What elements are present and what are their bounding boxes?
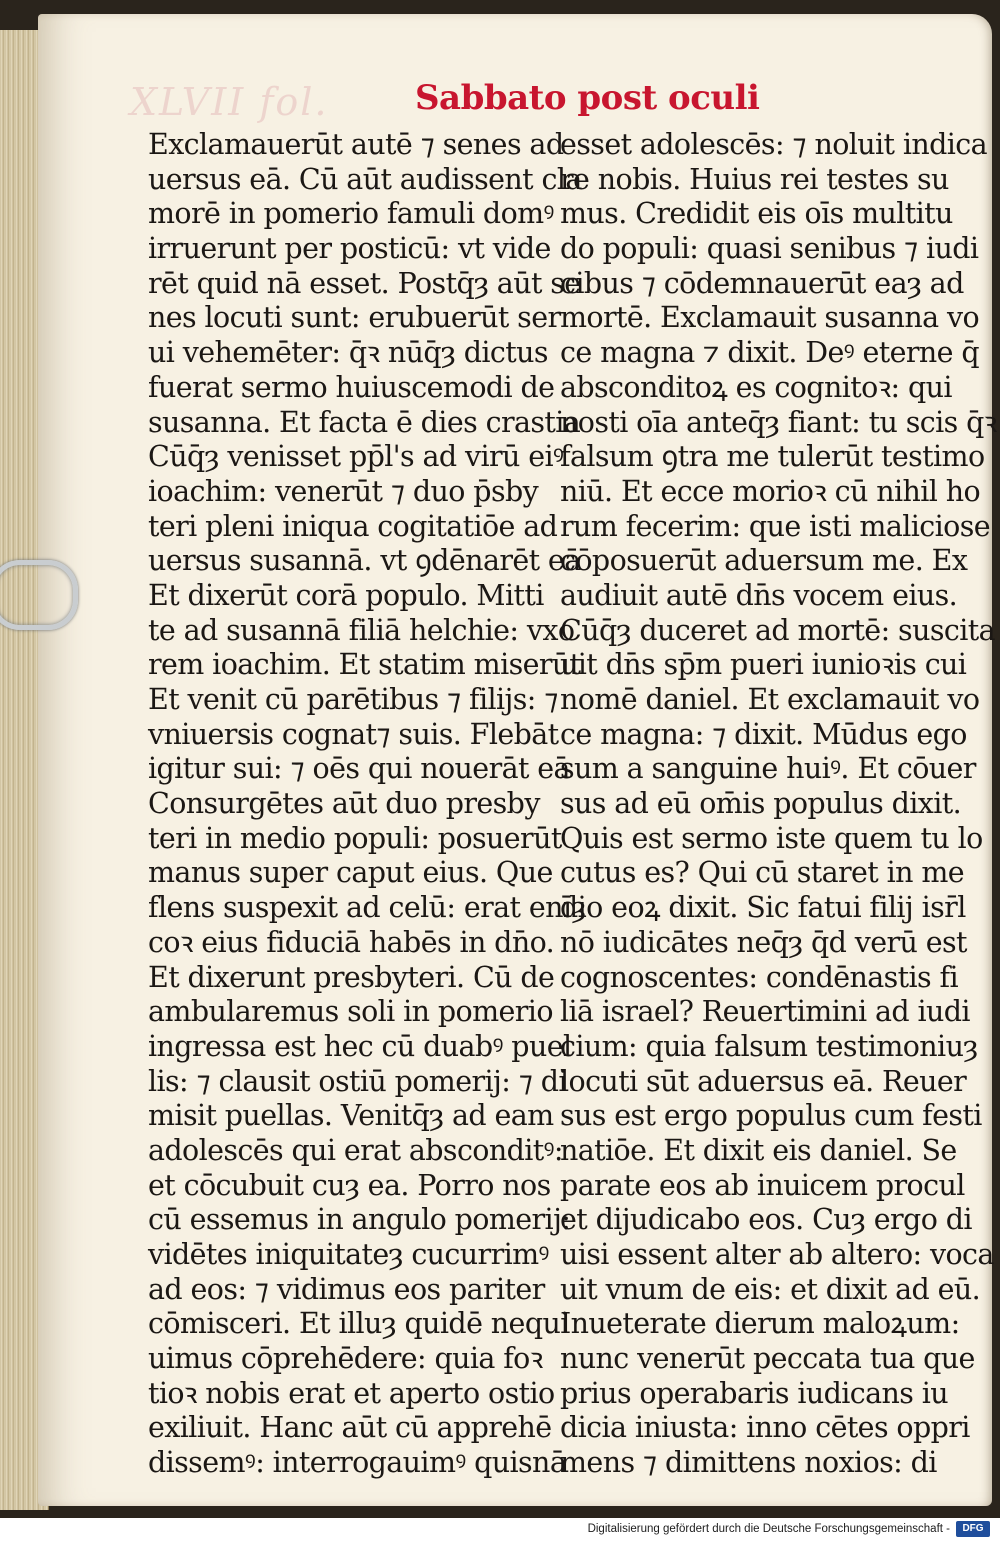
text-line: te ad susannā filiā helchie: vxo	[148, 613, 575, 647]
text-line: ce magna: ⁊ dixit. Mūdus ego	[560, 717, 967, 751]
text-line: Consurgētes aūt duo presby	[148, 787, 540, 821]
text-line: niū. Et ecce morioꝛ cū nihil ho	[560, 474, 981, 508]
text-line: natiōe. Et dixit eis daniel. Se	[560, 1133, 957, 1167]
text-line: ui vehemēter: q̄ꝛ nūq̄ȝ dictus	[148, 336, 548, 370]
text-line: prius operabaris iudicans iu	[560, 1376, 949, 1410]
text-line: falsum ꝯtra me tulerūt testimo	[560, 440, 985, 474]
text-line: misit puellas. Venitq̄ȝ ad eam	[148, 1099, 554, 1133]
text-line: sus ad eū om̄is populus dixit.	[560, 787, 962, 821]
text-line: nes locuti sunt: erubuerūt ser	[148, 301, 561, 335]
text-line: absconditoꝝ es cognitoꝛ: qui	[560, 370, 952, 404]
text-line: coꝛ eius fiduciā habēs in dn̄o.	[148, 925, 555, 959]
text-line: vniuersis cognat⁊ suis. Flebāt	[148, 717, 559, 751]
text-line: adolescēs qui erat absconditꝰ:	[148, 1133, 563, 1167]
text-line: morē in pomerio famuli domꝰ	[148, 197, 554, 231]
text-line: ambularemus soli in pomerio	[148, 995, 553, 1029]
text-line: mens ⁊ dimittens noxios: di	[560, 1446, 937, 1480]
text-line: et cōcubuit cuȝ ea. Porro nos	[148, 1168, 551, 1202]
text-line: nō iudicātes neq̄ȝ q̄d verū est	[560, 925, 967, 959]
text-line: cutus es? Qui cū staret in me	[560, 856, 965, 890]
text-line: Et dixerūt corā populo. Mitti	[148, 578, 544, 612]
text-line: Cūq̄ȝ duceret ad mortē: suscita	[560, 613, 995, 647]
text-line: susanna. Et facta ē dies crastia	[148, 405, 581, 439]
text-line: cium: quia falsum testimoniuȝ	[560, 1029, 978, 1063]
text-line: ingressa est hec cū duabꝰ puel	[148, 1029, 572, 1063]
text-line: rum fecerim: que isti maliciose	[560, 509, 990, 543]
text-line: cognoscentes: condēnastis fi	[560, 960, 958, 994]
text-line: dio eoꝝ dixit. Sic fatui filij isr̄l	[560, 891, 966, 925]
text-line: cōposuerūt aduersum me. Ex	[560, 544, 968, 578]
text-line: ce magna ⁊ dixit. Deꝰ eterne q̄	[560, 336, 980, 370]
text-line: sum a sanguine huiꝰ. Et cōuer	[560, 752, 976, 786]
footer-credit: Digitalisierung gefördert durch die Deutsche Forschungsgemeinschaft -	[587, 1523, 950, 1535]
text-line: sus est ergo populus cum festi	[560, 1099, 982, 1133]
text-line: nunc venerūt peccata tua que	[560, 1342, 975, 1376]
text-line: ioachim: venerūt ⁊ duo p̄sby	[148, 474, 539, 508]
running-head: Sabbato post oculi	[415, 78, 760, 118]
text-line: esset adolescēs: ⁊ noluit indica	[560, 128, 988, 161]
text-line: nosti oīa anteq̄ȝ fiant: tu scis q̄ꝛ	[560, 405, 997, 439]
text-line: vidētes iniquitateȝ cucurrimꝰ	[148, 1238, 549, 1271]
text-line: locuti sūt aduersus eā. Reuer	[560, 1064, 967, 1098]
text-line: nomē daniel. Et exclamauit vo	[560, 683, 980, 716]
text-line: rem ioachim. Et statim miserūt	[148, 648, 581, 682]
text-line: cibus ⁊ cōdemnauerūt eaȝ ad	[560, 266, 964, 300]
text-line: exiliuit. Hanc aūt cū apprehē	[148, 1411, 552, 1445]
text-line: uimus cōprehēdere: quia foꝛ	[148, 1342, 543, 1376]
text-line: parate eos ab inuicem procul	[560, 1168, 965, 1202]
paper-clip	[0, 560, 78, 630]
text-line: et dijudicabo eos. Cuȝ ergo di	[560, 1203, 972, 1237]
text-line: liā israel? Reuertimini ad iudi	[560, 995, 970, 1029]
text-line: cū essemus in angulo pomerij:	[148, 1203, 571, 1237]
text-line: do populi: quasi senibus ⁊ iudi	[560, 232, 979, 266]
text-line: Exclamauerūt autē ⁊ senes ad	[148, 128, 564, 161]
text-line: flens suspexit ad celū: erat enīȝ	[148, 891, 586, 925]
text-line: uit vnum de eis: et dixit ad eū.	[560, 1272, 981, 1306]
text-line: dissemꝰ: interrogauimꝰ quisnā	[148, 1446, 567, 1480]
text-line: Et dixerunt presbyteri. Cū de	[148, 960, 555, 994]
text-line: tioꝛ nobis erat et aperto ostio	[148, 1376, 555, 1410]
text-line: re nobis. Huius rei testes su	[560, 162, 949, 196]
bleed-through-header: XLVII fol.	[130, 80, 329, 124]
text-line: mus. Credidit eis oīs multitu	[560, 197, 953, 231]
text-line: Quis est sermo iste quem tu lo	[560, 821, 983, 855]
text-line: dicia iniusta: inno cētes oppri	[560, 1411, 970, 1445]
text-line: fuerat sermo huiuscemodi de	[148, 370, 555, 404]
text-line: uisi essent alter ab altero: voca	[560, 1238, 994, 1271]
text-line: teri pleni iniqua cogitatiōe ad	[148, 509, 558, 543]
text-line: teri in medio populi: posuerūt	[148, 821, 562, 855]
text-line: rēt quid nā esset. Postq̄ȝ aūt se	[148, 266, 581, 300]
text-line: irruerunt per posticū: vt vide	[148, 232, 551, 266]
dfg-logo: DFG	[956, 1521, 990, 1537]
text-line: lis: ⁊ clausit ostiū pomerij: ⁊ di	[148, 1064, 567, 1098]
text-line: igitur sui: ⁊ oēs qui nouerāt eā	[148, 752, 570, 786]
text-line: ad eos: ⁊ vidimus eos pariter	[148, 1272, 545, 1306]
text-line: mortē. Exclamauit susanna vo	[560, 301, 980, 335]
text-line: uersus eā. Cū aūt audissent cla	[148, 162, 582, 196]
text-column-right	[560, 128, 997, 1481]
text-line: Inueterate dierum maloꝝum:	[560, 1307, 960, 1341]
text-line: manus super caput eius. Que	[148, 856, 553, 890]
text-line: Cūq̄ȝ venisset pp̄l's ad virū eiꝰ	[148, 440, 564, 474]
text-line: uersus susannā. vt ꝯdēnarēt eā	[148, 544, 581, 578]
text-column-left	[148, 128, 586, 1481]
text-line: uit dn̄s sp̄m pueri iunioꝛis cui	[560, 648, 967, 682]
text-line: Et venit cū parētibus ⁊ filijs: ⁊	[148, 683, 558, 716]
text-line: cōmisceri. Et illuȝ quidē nequi	[148, 1307, 569, 1341]
text-line: audiuit autē dn̄s vocem eius.	[560, 578, 958, 612]
